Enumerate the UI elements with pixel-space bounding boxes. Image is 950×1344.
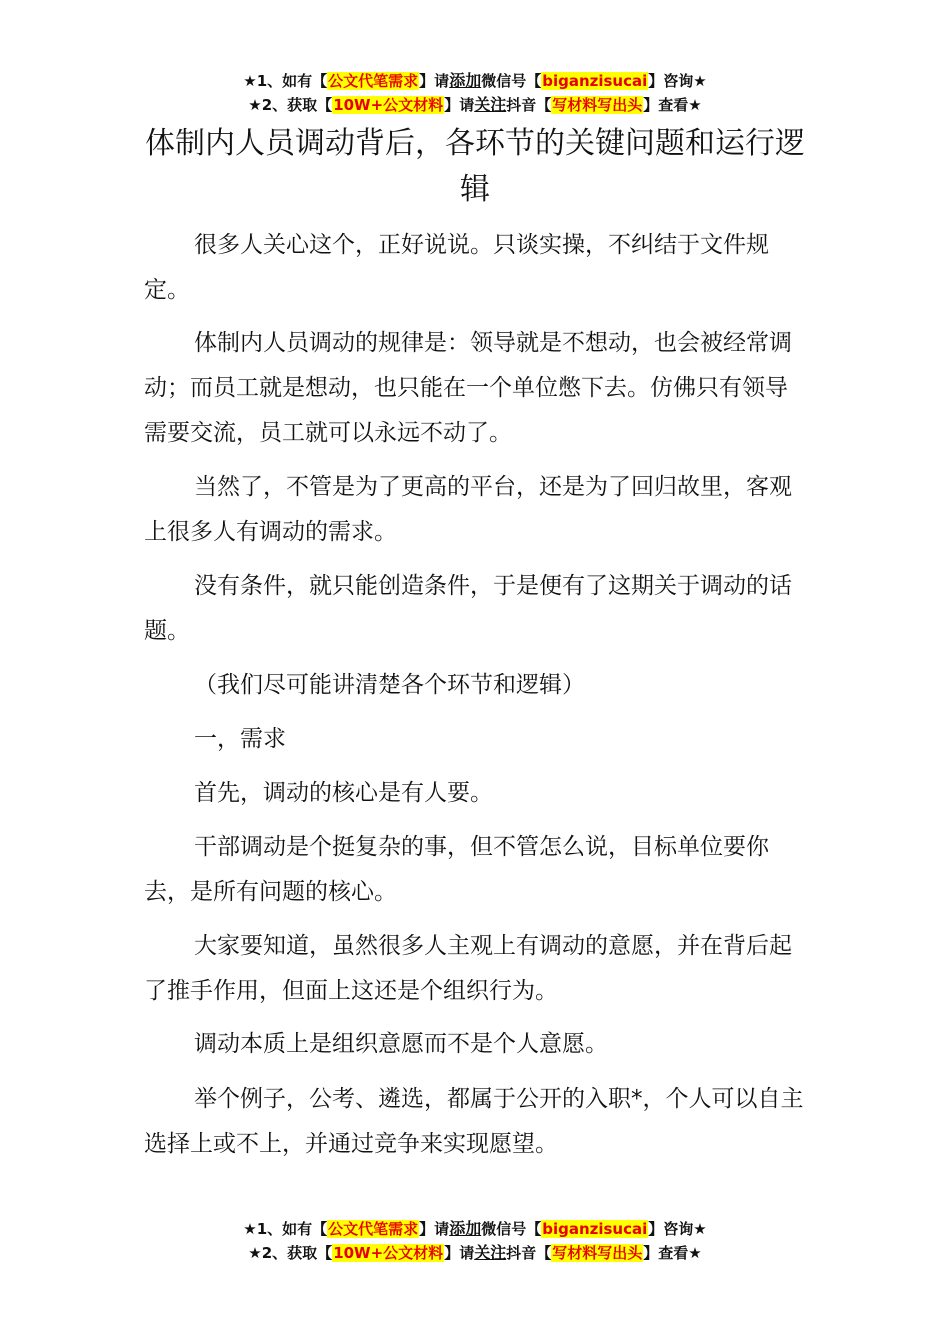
banner-underline: 关注 xyxy=(474,1243,507,1262)
banner-text: 】咨询★ xyxy=(648,72,707,90)
banner-text: 】查看★ xyxy=(643,1244,702,1262)
banner-line-2 xyxy=(0,93,950,117)
banner-text: ★2、获取【 xyxy=(248,96,333,114)
banner-text: ★1、如有【 xyxy=(243,72,328,90)
paragraph-8: 干部调动是个挺复杂的事，但不管怎么说，目标单位要你去，是所有问题的核心。 xyxy=(144,834,769,905)
banner-highlight-wechat: biganzisucai xyxy=(542,1220,648,1238)
banner-line-1 xyxy=(0,69,950,93)
paragraph-5: （我们尽可能讲清楚各个环节和逻辑） xyxy=(194,672,585,698)
paragraph-9: 大家要知道，虽然很多人主观上有调动的意愿，并在背后起了推手作用，但面上这还是个组织行为。 xyxy=(144,933,792,1004)
banner-highlight-wechat: biganzisucai xyxy=(542,72,648,90)
banner-text: 】请 xyxy=(444,96,475,114)
banner-underline: 添加 xyxy=(449,1219,482,1238)
banner-line-1 xyxy=(0,1217,950,1241)
paragraph-3: 当然了，不管是为了更高的平台，还是为了回归故里，客观上很多人有调动的需求。 xyxy=(144,474,792,545)
paragraph-4: 没有条件，就只能创造条件，于是便有了这期关于调动的话题。 xyxy=(144,573,792,644)
banner-highlight: 公文代笔需求 xyxy=(328,72,419,90)
banner-text: 】请 xyxy=(444,1244,475,1262)
top-banner xyxy=(0,69,950,117)
paragraph-10: 调动本质上是组织意愿而不是个人意愿。 xyxy=(194,1031,608,1057)
banner-text: 微信号【 xyxy=(481,72,542,90)
banner-highlight: 10W+公文材料 xyxy=(333,96,444,114)
banner-text: 】咨询★ xyxy=(648,1220,707,1238)
banner-text: 】查看★ xyxy=(643,96,702,114)
paragraph-7: 首先，调动的核心是有人要。 xyxy=(194,780,493,806)
banner-text: 】请 xyxy=(419,1220,450,1238)
banner-text: 】请 xyxy=(419,72,450,90)
section-heading: 一，需求 xyxy=(194,726,286,752)
banner-text: 抖音【 xyxy=(506,1244,552,1262)
paragraph-11: 举个例子，公考、遴选，都属于公开的入职*，个人可以自主选择上或不上，并通过竞争来实现愿望。 xyxy=(144,1086,804,1157)
paragraph-1: 很多人关心这个，正好说说。只谈实操，不纠结于文件规定。 xyxy=(144,232,769,303)
document-title: 体制内人员调动背后，各环节的关键问题和运行逻辑 xyxy=(145,126,805,207)
banner-highlight: 公文代笔需求 xyxy=(328,1220,419,1238)
banner-text: ★1、如有【 xyxy=(243,1220,328,1238)
banner-text: ★2、获取【 xyxy=(248,1244,333,1262)
banner-highlight: 10W+公文材料 xyxy=(333,1244,444,1262)
banner-underline: 关注 xyxy=(474,95,507,114)
banner-line-2 xyxy=(0,1241,950,1265)
banner-text: 抖音【 xyxy=(506,96,552,114)
bottom-banner xyxy=(0,1217,950,1265)
banner-text: 微信号【 xyxy=(481,1220,542,1238)
paragraph-2: 体制内人员调动的规律是：领导就是不想动，也会被经常调动；而员工就是想动，也只能在一个单位憋下去。仿佛只有领导需要交流，员工就可以永远不动了。 xyxy=(144,330,792,446)
banner-highlight-douyin: 写材料写出头 xyxy=(552,1244,643,1262)
banner-highlight-douyin: 写材料写出头 xyxy=(552,96,643,114)
banner-underline: 添加 xyxy=(449,71,482,90)
